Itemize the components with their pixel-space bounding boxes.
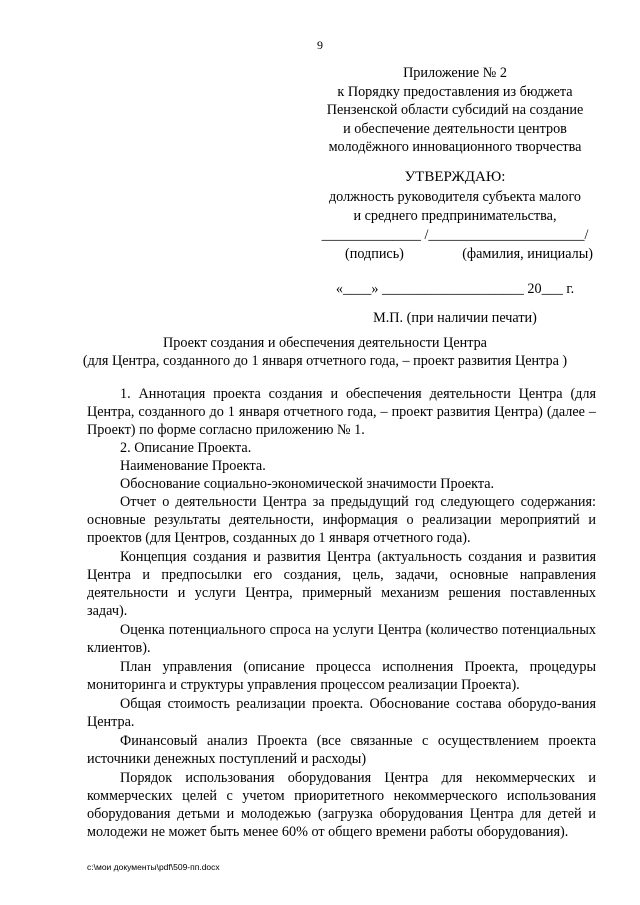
stamp-note: М.П. (при наличии печати) xyxy=(373,310,537,326)
paragraph: Порядок использования оборудования Центра для некоммерческих и коммерческих целей с учетом приоритетного некоммерческого использования оборудования детьми и молодежью (загрузка оборудования Центра для детей и молодежи не может быть менее 60% от общего времени работы оборудования). xyxy=(87,770,596,840)
title-line: (для Центра, созданного до 1 января отчетного года, – проект развития Центра ) xyxy=(82,353,568,369)
signature-line: ______________ /______________________/ xyxy=(321,227,589,243)
paragraph: Финансовый анализ Проекта (все связанные с осуществлением проекта источники денежных поступлений и расходы) xyxy=(87,733,596,767)
appendix-header xyxy=(305,64,605,157)
appendix-line: Пензенской области субсидий на создание xyxy=(326,102,584,119)
appendix-line: молодёжного инновационного творчества xyxy=(328,139,582,156)
file-path-footer: c:\мои документы\pdf\509-пп.docx xyxy=(87,862,220,872)
signature-captions xyxy=(305,245,605,264)
appendix-line: и обеспечение деятельности центров xyxy=(343,120,567,137)
appendix-line: к Порядку предоставления из бюджета xyxy=(337,83,573,100)
approval-block xyxy=(305,168,605,328)
date-line: «____» ____________________ 20___ г. xyxy=(335,281,575,297)
paragraph: Наименование Проекта. xyxy=(120,458,266,474)
paragraph: Концепция создания и развития Центра (актуальность создания и развития Центра и предпосылки его создания, цель, задачи, основные направления деятельности и услуги Центра, примерный механизм решения поставленных задач). xyxy=(87,549,596,619)
appendix-line: Приложение № 2 xyxy=(403,65,507,81)
paragraph: 2. Описание Проекта. xyxy=(120,440,252,456)
approval-heading: УТВЕРЖДАЮ: xyxy=(404,169,506,185)
name-caption: (фамилия, инициалы) xyxy=(462,246,593,262)
paragraph: 1. Аннотация проекта создания и обеспечения деятельности Центра (для Центра, созданного до 1 января отчетного года, – проект развития Центра) (далее – Проект) по форме согласно приложению № 1. xyxy=(87,386,596,438)
document-body xyxy=(87,385,596,841)
approver-position: и среднего предпринимательства, xyxy=(353,208,557,224)
title-line: Проект создания и обеспечения деятельности Центра xyxy=(163,335,487,351)
page-number: 9 xyxy=(317,38,323,52)
paragraph: Отчет о деятельности Центра за предыдущий год следующего содержания: основные результаты деятельности, информация о реализации мероприятий и проектов (для Центров, созданных до 1 января отчетного года). xyxy=(87,494,596,546)
approver-position: должность руководителя субъекта малого xyxy=(328,189,582,205)
paragraph: Оценка потенциального спроса на услуги Центра (количество потенциальных клиентов). xyxy=(87,622,596,656)
paragraph: Обоснование социально-экономической значимости Проекта. xyxy=(120,476,495,492)
paragraph: План управления (описание процесса исполнения Проекта, процедуры мониторинга и структуры управления процессом реализации Проекта). xyxy=(87,659,596,693)
document-title xyxy=(60,334,590,370)
paragraph: Общая стоимость реализации проекта. Обоснование состава оборудо-вания Центра. xyxy=(87,696,596,730)
signature-caption: (подпись) xyxy=(345,246,404,262)
